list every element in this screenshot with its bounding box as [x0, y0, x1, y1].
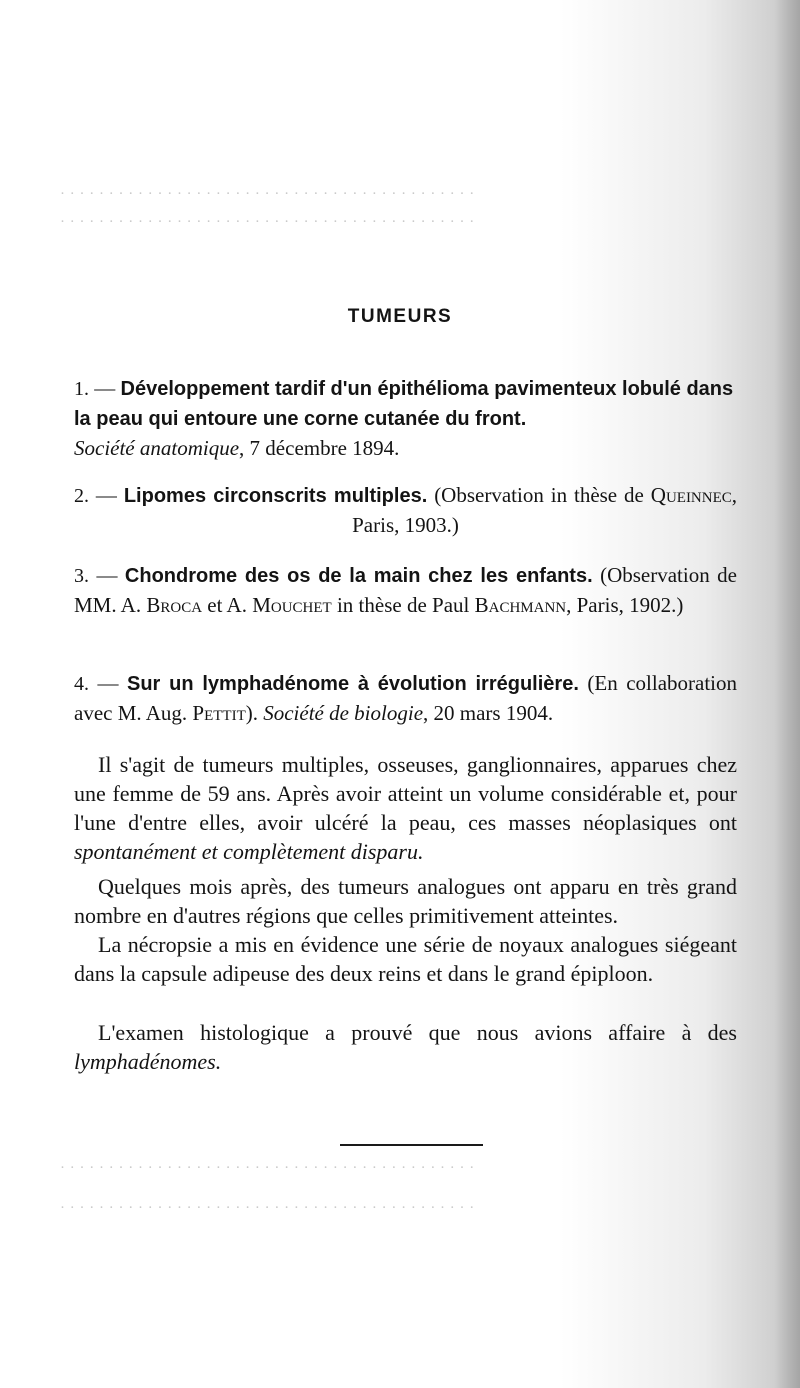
entry-date: , 7 décembre 1894.	[239, 436, 400, 460]
entry-note: ).	[245, 701, 258, 725]
entry-note: (Observation in thèse de	[434, 483, 651, 507]
entry-1	[74, 374, 737, 463]
show-through-text: · · · · · · · · · · · · · · · · · · · · · · · · · · · · · · · · · · · · · · · · · · ·	[60, 1160, 475, 1176]
paragraph-emphasis: lymphadénomes.	[74, 1049, 222, 1074]
entry-number: 2.	[74, 485, 89, 507]
dash: —	[97, 671, 127, 695]
section-heading: TUMEURS	[347, 306, 453, 327]
dash: —	[95, 483, 124, 507]
dash: —	[94, 376, 121, 400]
paragraph-text: L'examen histologique a prouvé que nous avions affaire à des	[98, 1020, 737, 1045]
paragraph-emphasis: spontanément et complètement disparu.	[74, 839, 424, 864]
dash: —	[96, 563, 125, 587]
paragraph-3	[74, 930, 737, 988]
paragraph-2	[74, 872, 737, 930]
entry-author: Broca	[146, 593, 203, 617]
entry-author: Pettit	[192, 701, 246, 725]
section-end-rule	[340, 1144, 483, 1146]
entry-note: , Paris, 1903.)	[352, 483, 738, 537]
show-through-text: · · · · · · · · · · · · · · · · · · · · · · · · · · · · · · · · · · · · · · · · · · ·	[60, 1200, 475, 1216]
entry-note: (En collaboration avec M. Aug.	[74, 671, 738, 725]
entry-note: , Paris, 1902.)	[566, 593, 684, 617]
entry-note: et A.	[202, 593, 253, 617]
paragraph-text: Quelques mois après, des tumeurs analogues ont apparu en très grand nombre en d'autres régions que celles primitivement atteintes.	[74, 874, 737, 928]
entry-author: Queinnec	[650, 483, 732, 507]
entry-2	[74, 481, 737, 540]
paragraph-4	[74, 1018, 737, 1076]
entry-3	[74, 561, 737, 620]
entry-note: in thèse de Paul	[331, 593, 475, 617]
entry-number: 3.	[74, 565, 89, 587]
paragraph-1	[74, 750, 737, 866]
entry-number: 1.	[74, 378, 89, 400]
show-through-text: · · · · · · · · · · · · · · · · · · · · · · · · · · · · · · · · · · · · · · · · · · ·	[60, 214, 475, 230]
entry-society: Société de biologie	[263, 701, 424, 725]
show-through-text: · · · · · · · · · · · · · · · · · · · · · · · · · · · · · · · · · · · · · · · · · · ·	[60, 186, 475, 202]
paragraph-text: Il s'agit de tumeurs multiples, osseuses, ganglionnaires, apparues chez une femme de 59 ans. Après avoir atteint un volume considérable et, pour l'une d'entre elles, avoir ulcéré la peau, ces masses néoplasiques ont	[74, 752, 737, 835]
page-edge-shadow	[774, 0, 800, 1388]
entry-note: (Observation de MM. A.	[74, 563, 737, 617]
entry-author: Mouchet	[252, 593, 332, 617]
entry-society: Société anatomique	[74, 436, 240, 460]
entry-title: Développement tardif d'un épithélioma pavimenteux lobulé dans la peau qui entoure une corne cutanée du front.	[74, 378, 734, 430]
entry-title: Lipomes circonscrits multiples.	[123, 485, 428, 507]
entry-date: , 20 mars 1904.	[423, 701, 554, 725]
entry-4	[74, 669, 737, 728]
entry-author: Bachmann	[474, 593, 567, 617]
entry-number: 4.	[74, 673, 89, 695]
entry-title: Sur un lymphadénome à évolution irrégulière.	[127, 673, 579, 695]
entry-title: Chondrome des os de la main chez les enfants.	[124, 565, 593, 587]
paragraph-text: La nécropsie a mis en évidence une série de noyaux analogues siégeant dans la capsule adipeuse des deux reins et dans le grand épiploon.	[74, 932, 737, 986]
